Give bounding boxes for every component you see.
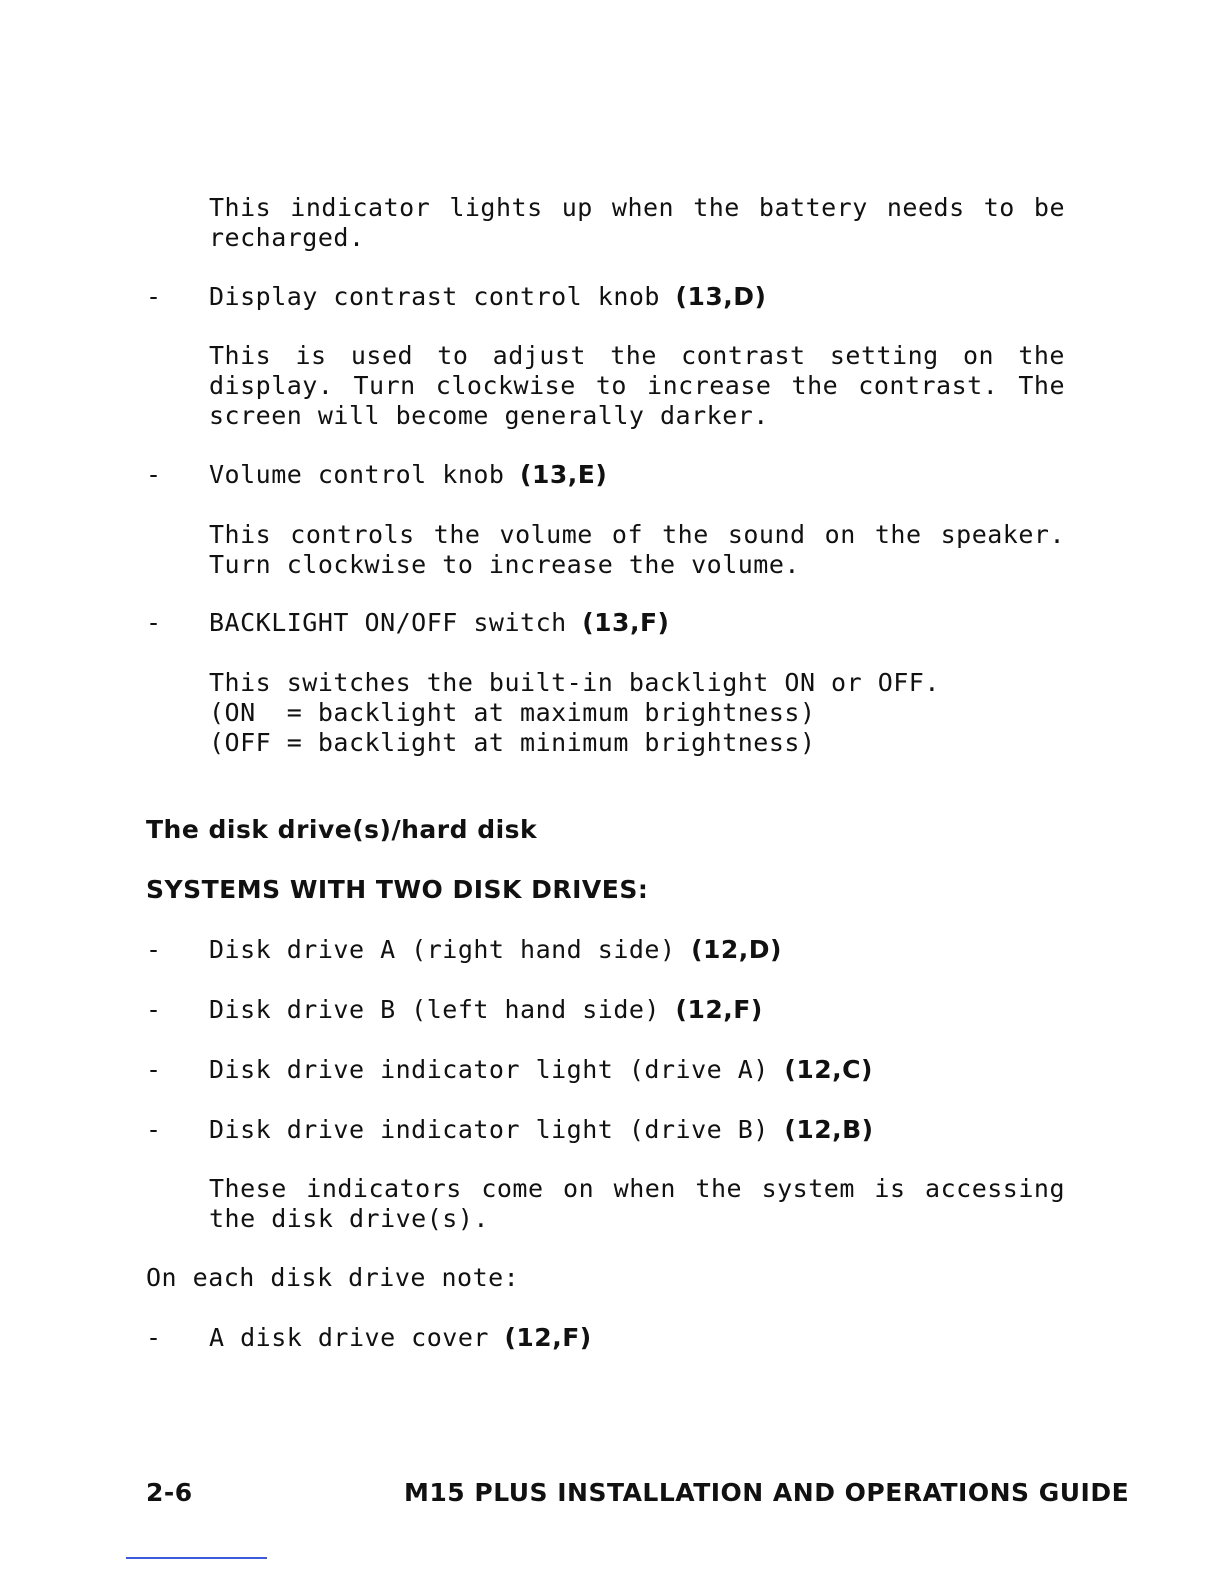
indicators-description-line-2: the disk drive(s). <box>209 1204 489 1233</box>
contrast-description-line-1: This is used to adjust the contrast setting on the <box>209 341 1065 370</box>
contrast-ref: (13,D) <box>675 282 767 311</box>
section-heading: The disk drive(s)/hard disk <box>146 815 538 844</box>
page-number: 2-6 <box>146 1478 193 1507</box>
disk-item-bullet: - <box>146 1055 162 1084</box>
volume-description-line-2: Turn clockwise to increase the volume. <box>209 550 800 579</box>
disk-item-cover <box>209 1323 592 1353</box>
disk-item-text: Disk drive indicator light (drive A) <box>209 1055 785 1084</box>
disk-item-ref: (12,B) <box>784 1115 874 1144</box>
contrast-description-line-3: screen will become generally darker. <box>209 401 769 430</box>
backlight-description-line-1: This switches the built-in backlight ON or OFF. <box>209 668 940 697</box>
section-subheading: SYSTEMS WITH TWO DISK DRIVES: <box>146 875 649 904</box>
volume-ref: (13,E) <box>520 460 608 489</box>
volume-title: Volume control knob <box>209 460 521 489</box>
backlight-bullet: - <box>146 608 162 637</box>
volume-item <box>209 460 607 490</box>
battery-description-line-2: recharged. <box>209 223 365 252</box>
disk-item-text: Disk drive A (right hand side) <box>209 935 692 964</box>
backlight-item <box>209 608 669 638</box>
contrast-bullet: - <box>146 282 162 311</box>
cover-text: A disk drive cover <box>209 1323 505 1352</box>
volume-bullet: - <box>146 460 162 489</box>
battery-description-line-1: This indicator lights up when the battery needs to be <box>209 193 1065 222</box>
backlight-description-line-3: (OFF = backlight at minimum brightness) <box>209 728 816 757</box>
disk-note: On each disk drive note: <box>146 1263 520 1292</box>
disk-item-ref: (12,C) <box>784 1055 873 1084</box>
contrast-item <box>209 282 766 312</box>
disk-item-drive-a <box>209 935 782 965</box>
disk-item-text: Disk drive indicator light (drive B) <box>209 1115 785 1144</box>
disk-item-bullet: - <box>146 1115 162 1144</box>
scan-underline-mark <box>126 1557 267 1559</box>
backlight-description-line-2: (ON = backlight at maximum brightness) <box>209 698 816 727</box>
backlight-title: BACKLIGHT ON/OFF switch <box>209 608 583 637</box>
cover-ref: (12,F) <box>504 1323 592 1352</box>
contrast-title: Display contrast control knob <box>209 282 676 311</box>
disk-item-indicator-b <box>209 1115 874 1145</box>
disk-item-text: Disk drive B (left hand side) <box>209 995 676 1024</box>
indicators-description-line-1: These indicators come on when the system is accessing <box>209 1174 1065 1203</box>
disk-item-drive-b <box>209 995 763 1025</box>
backlight-ref: (13,F) <box>582 608 670 637</box>
disk-item-bullet: - <box>146 995 162 1024</box>
disk-item-bullet: - <box>146 935 162 964</box>
disk-item-indicator-a <box>209 1055 873 1085</box>
disk-item-ref: (12,F) <box>675 995 763 1024</box>
cover-bullet: - <box>146 1323 162 1352</box>
volume-description-line-1: This controls the volume of the sound on the speaker. <box>209 520 1065 549</box>
guide-title: M15 PLUS INSTALLATION AND OPERATIONS GUIDE <box>404 1478 1130 1507</box>
disk-item-ref: (12,D) <box>691 935 782 964</box>
contrast-description-line-2: display. Turn clockwise to increase the contrast. The <box>209 371 1065 400</box>
